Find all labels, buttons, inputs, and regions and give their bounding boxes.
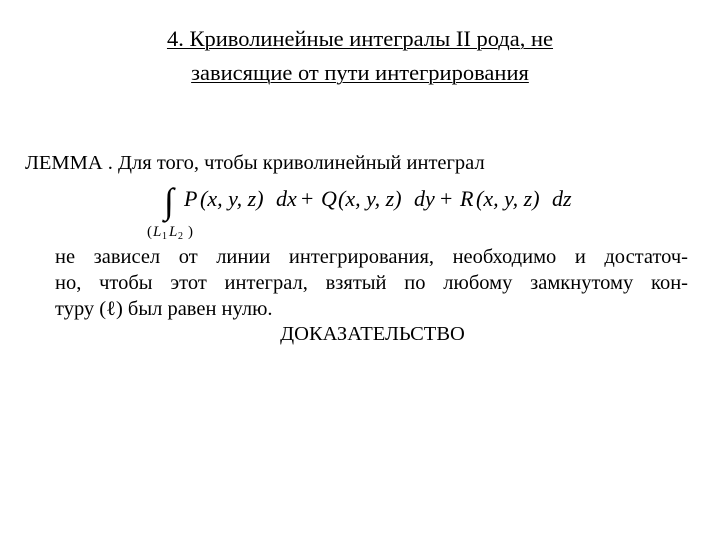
formula-P: P (184, 186, 198, 211)
proof-heading: ДОКАЗАТЕЛЬСТВО (280, 323, 465, 345)
integral-sign: ∫ (164, 181, 174, 221)
lemma-intro: ЛЕММА . Для того, чтобы криволинейный интеграл (25, 152, 485, 174)
limit-sub-2: 2 (178, 231, 183, 242)
limit-open-paren: ( (147, 224, 152, 240)
slide-title (0, 22, 720, 90)
limit-sub-1: 1 (162, 231, 167, 242)
formula-R: R (460, 186, 474, 211)
formula-Q-args: (x, y, z) (338, 186, 402, 211)
formula-Q: Q (321, 186, 337, 211)
lemma-line-1: не зависел от линии интегрирования, необходимо и достаточ- (55, 246, 688, 268)
formula-dx: dx (276, 186, 297, 211)
limit-close-paren: ) (188, 224, 193, 240)
title-line-2: зависящие от пути интегрирования (191, 60, 529, 85)
formula-R-args: (x, y, z) (476, 186, 540, 211)
formula-dy: dy (414, 186, 435, 211)
formula-P-args: (x, y, z) (200, 186, 264, 211)
lemma-line-2: но, чтобы этот интеграл, взятый по любому замкнутому кон- (55, 272, 688, 294)
formula-dz: dz (552, 186, 572, 211)
limit-L1: L (153, 224, 162, 240)
formula-plus-1: + (301, 186, 314, 211)
integral-formula (140, 176, 600, 242)
formula-plus-2: + (440, 186, 453, 211)
lemma-statement (55, 244, 688, 322)
title-line-1: 4. Криволинейные интегралы II рода, не (166, 26, 554, 51)
lemma-line-3: туру (ℓ) был равен нулю. (55, 298, 273, 320)
limit-L2: L (169, 224, 178, 240)
